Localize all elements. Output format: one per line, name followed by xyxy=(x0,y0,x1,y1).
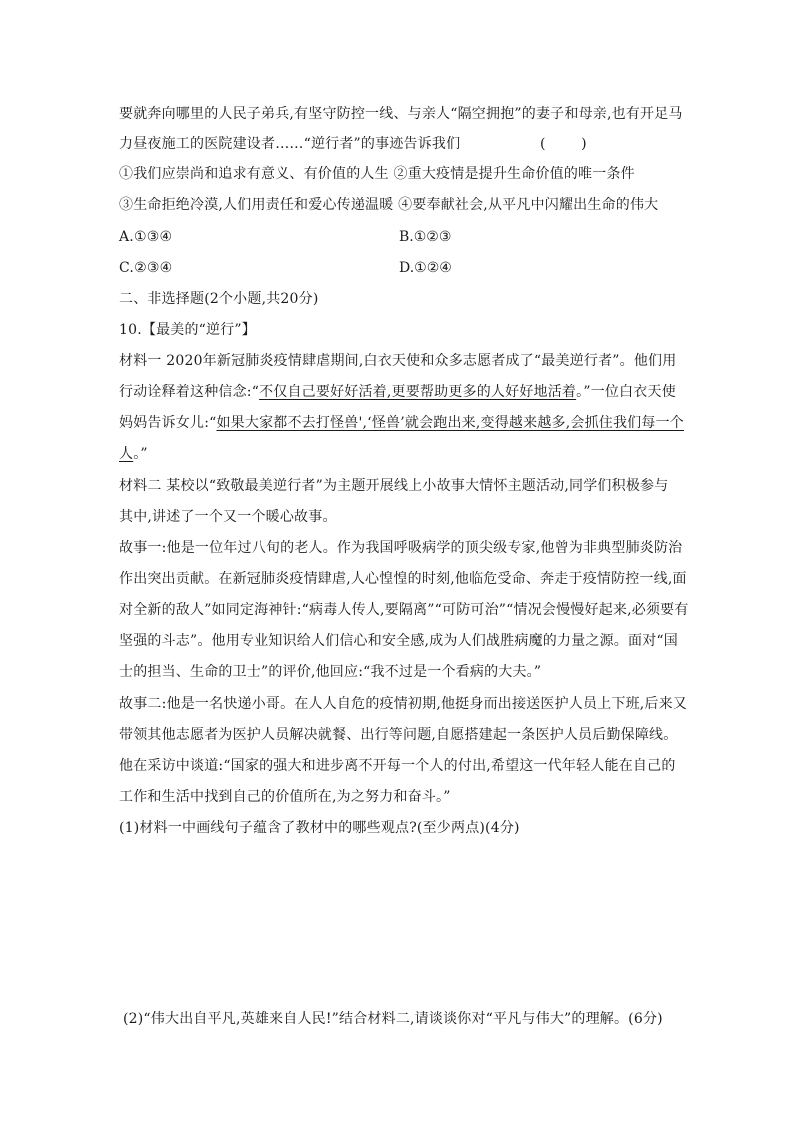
q9-answer-paren: ( ) xyxy=(540,136,587,152)
material1-line2-pre: 行动诠释着这种信念:“ xyxy=(119,384,260,400)
material1-line4-post: 。” xyxy=(133,446,148,462)
story2-line1: 故事二:他是一名快递小哥。在人人自危的疫情初期,他挺身而出接送医护人员上下班,后来又 xyxy=(119,696,688,712)
q9-statements-row1: ①我们应崇尚和追求有意义、有价值的人生 ②重大疫情是提升生命价值的唯一条件 xyxy=(119,166,635,182)
sub-question-1: (1)材料一中画线句子蕴含了教材中的哪些观点?(至少两点)(4分) xyxy=(119,820,520,836)
section-heading: 二、非选择题(2个小题,共20分) xyxy=(119,291,319,307)
story1-line4: 坚强的斗志”。他用专业知识给人们信心和安全感,成为人们战胜病魔的力量之源。面对“国 xyxy=(119,633,678,649)
story1-line2: 作出突出贡献。在新冠肺炎疫情肆虐,人心惶惶的时刻,他临危受命、奔走于疫情防控一线,面 xyxy=(119,571,687,587)
underlined-sentence-2-end: 人 xyxy=(119,446,134,462)
material1-line4 xyxy=(119,444,148,464)
material1-line2-post: 。”一位白衣天使 xyxy=(576,384,676,400)
story1-line1: 故事一:他是一位年过八旬的老人。作为我国呼吸病学的顶尖级专家,他曾为非典型肺炎防治 xyxy=(119,540,683,556)
q9-option-b: B.①②③ xyxy=(399,229,452,245)
q10-title: 10.【最美的“逆行”】 xyxy=(119,322,256,338)
material2-line2: 其中,讲述了一个又一个暖心故事。 xyxy=(119,509,337,525)
underlined-sentence-2: 如果大家都不去打怪兽',‘怪兽’就会跑出来,变得越来越多,会抓住我们每一个 xyxy=(216,415,684,431)
q9-option-d: D.①②④ xyxy=(399,260,452,276)
q9-stem-line2: 力昼夜施工的医院建设者……“逆行者”的事迹告诉我们 xyxy=(119,136,461,152)
story2-line2: 带领其他志愿者为医护人员解决就餐、出行等问题,自愿搭建起一条医护人员后勤保障线。 xyxy=(119,727,678,743)
material1-line2 xyxy=(119,382,676,402)
story1-line5: 士的担当、生命的卫士”的评价,他回应:“我不过是一个看病的大夫。” xyxy=(119,664,542,680)
story1-line3: 对全新的敌人”如同定海神针:“病毒人传人,要隔离”“可防可治”“情况会慢慢好起来,必须要有 xyxy=(119,602,689,618)
material1-line1: 材料一 2020年新冠肺炎疫情肆虐期间,白衣天使和众多志愿者成了“最美逆行者”。他们用 xyxy=(119,353,677,369)
material1-line3-pre: 妈妈告诉女儿:“ xyxy=(119,415,217,431)
q9-statements-row2: ③生命拒绝冷漠,人们用责任和爱心传递温暖 ④要奉献社会,从平凡中闪耀出生命的伟大 xyxy=(119,197,659,213)
material1-line3 xyxy=(119,413,684,433)
sub-question-2: (2)“伟大出自平凡,英雄来自人民!”结合材料二,请谈谈你对“平凡与伟大”的理解。(6分) xyxy=(123,1011,663,1027)
material2-line1: 材料二 某校以“致敬最美逆行者”为主题开展线上小故事大情怀主题活动,同学们积极参与 xyxy=(119,478,669,494)
q9-stem-line1: 要就奔向哪里的人民子弟兵,有坚守防控一线、与亲人“隔空拥抱”的妻子和母亲,也有开足马 xyxy=(119,106,683,122)
q9-option-a: A.①③④ xyxy=(119,229,173,245)
q9-option-c: C.②③④ xyxy=(119,260,173,276)
underlined-sentence-1: 不仅自己要好好活着,更要帮助更多的人好好地活着 xyxy=(259,384,577,400)
story2-line3: 他在采访中谈道:“国家的强大和进步离不开每一个人的付出,希望这一代年轻人能在自己的 xyxy=(119,758,676,774)
story2-line4: 工作和生活中找到自己的价值所在,为之努力和奋斗。” xyxy=(119,789,451,805)
